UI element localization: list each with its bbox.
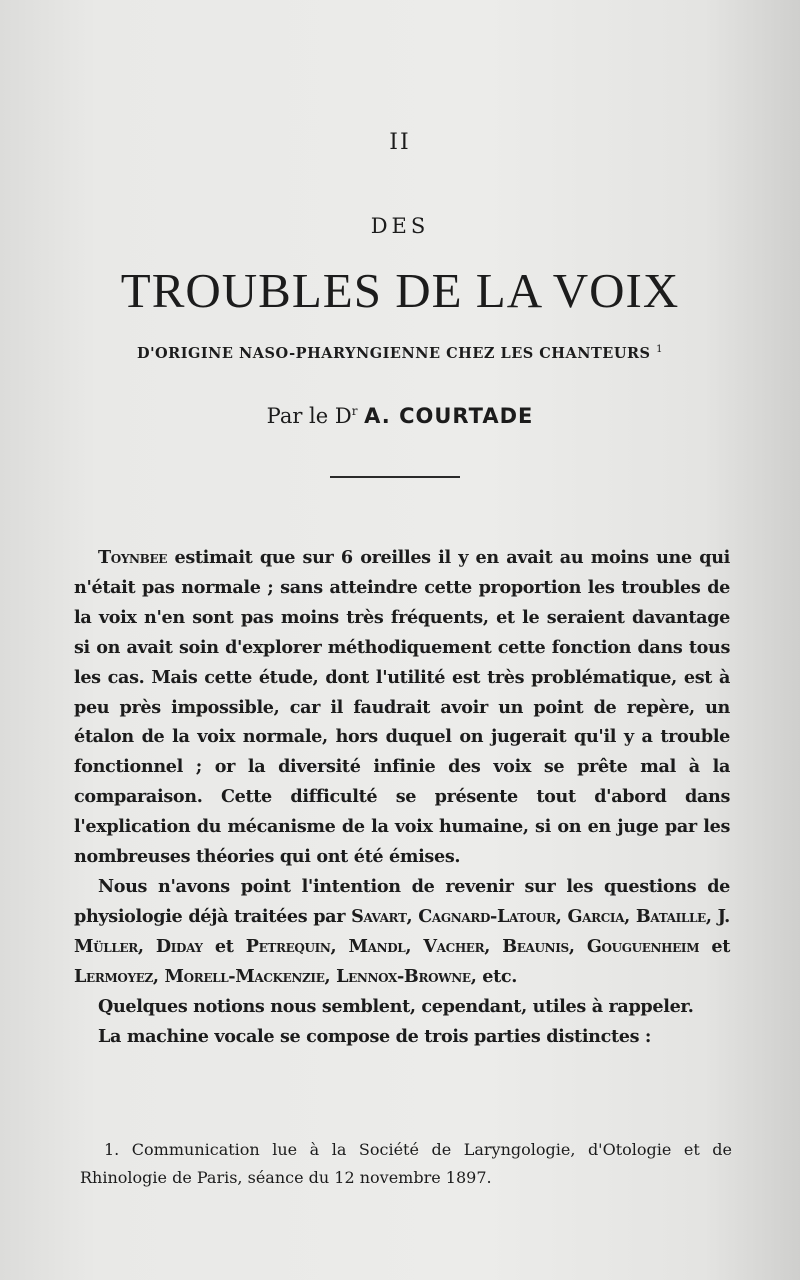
name: Lennox-Browne: [336, 965, 471, 987]
separator: ,: [555, 905, 568, 927]
paragraph-1: [74, 543, 730, 872]
separator: ,: [137, 935, 156, 957]
separator: ,: [405, 935, 424, 957]
name: Lermoyez: [74, 965, 153, 987]
subtitle: [0, 344, 800, 362]
author-prefix-sup: r: [351, 404, 358, 418]
separator: ,: [324, 965, 337, 987]
name: Garcia: [567, 905, 625, 927]
chapter-number: II: [389, 130, 411, 155]
separator: ,: [406, 905, 419, 927]
name: Vacher: [423, 935, 485, 957]
paragraph-2-intro: Nous n'avons point l'intention de revenir sur les questions de physiologie déjà traitées par: [74, 875, 730, 927]
footnote-marker: 1: [656, 344, 663, 355]
separator: ,: [484, 935, 503, 957]
name-toynbee: Toynbee: [98, 547, 168, 568]
pre-title: DES: [370, 214, 430, 238]
name: J. Müller: [74, 905, 730, 957]
separator: ,: [705, 905, 718, 927]
separator: ,: [152, 965, 165, 987]
separator: et: [699, 935, 730, 957]
paragraph-1-text: estimait que sur 6 oreilles il y en avait au moins une qui n'était pas normale ; sans atteindre cette proportion les troubles de la voix n'en sont pas moins très fréquents, et le seraient davantage si on avait soin d'explorer méthodiquement cette fonction dans tous les cas. Mais cette étude, dont l'utilité est très problématique, est à peu près impossible, car il faudrait avoir un point de repère, un étalon de la voix normale, hors duquel on jugerait qu'il y a trouble fonctionnel ; or la diversité infinie des voix se prête mal à la comparaison. Cette difficulté se présente tout d'abord dans l'explication du mécanisme de la voix humaine, si on en juge par les nombreuses théories qui ont été émises.: [74, 547, 730, 868]
name: Petrequin: [245, 935, 331, 957]
name: Cagnard-Latour: [418, 905, 556, 927]
separator: ,: [568, 935, 587, 957]
separator: et: [202, 935, 246, 957]
paragraph-2: [74, 872, 730, 992]
body-text: [74, 543, 730, 1051]
divider-rule: [330, 476, 460, 478]
name: Mandl: [348, 935, 406, 957]
name: Savart: [351, 905, 407, 927]
footnote-text: 1. Communication lue à la Société de Laryngologie, d'Otologie et de Rhinologie de Paris, séance du 12 novembre 1897.: [80, 1140, 732, 1187]
page-title: TROUBLES DE LA VOIX: [120, 263, 680, 318]
name: Gouguenheim: [586, 935, 700, 957]
name: Bataille: [635, 905, 706, 927]
author-line: [0, 404, 800, 428]
paragraph-4: La machine vocale se compose de trois parties distinctes :: [98, 1025, 652, 1047]
separator: ,: [330, 935, 349, 957]
paragraph-2-end: , etc.: [470, 965, 518, 987]
footnote: [80, 1136, 732, 1192]
subtitle-text: D'ORIGINE NASO-PHARYNGIENNE CHEZ LES CHANTEURS: [137, 344, 651, 362]
paragraph-3: Quelques notions nous semblent, cependant, utiles à rappeler.: [98, 995, 694, 1017]
name: Beaunis: [502, 935, 569, 957]
name: Diday: [155, 935, 203, 957]
separator: ,: [624, 905, 636, 927]
name: Morell-Mackenzie: [164, 965, 325, 987]
author-name: A. COURTADE: [364, 404, 534, 428]
author-prefix: Par le D: [266, 404, 352, 428]
